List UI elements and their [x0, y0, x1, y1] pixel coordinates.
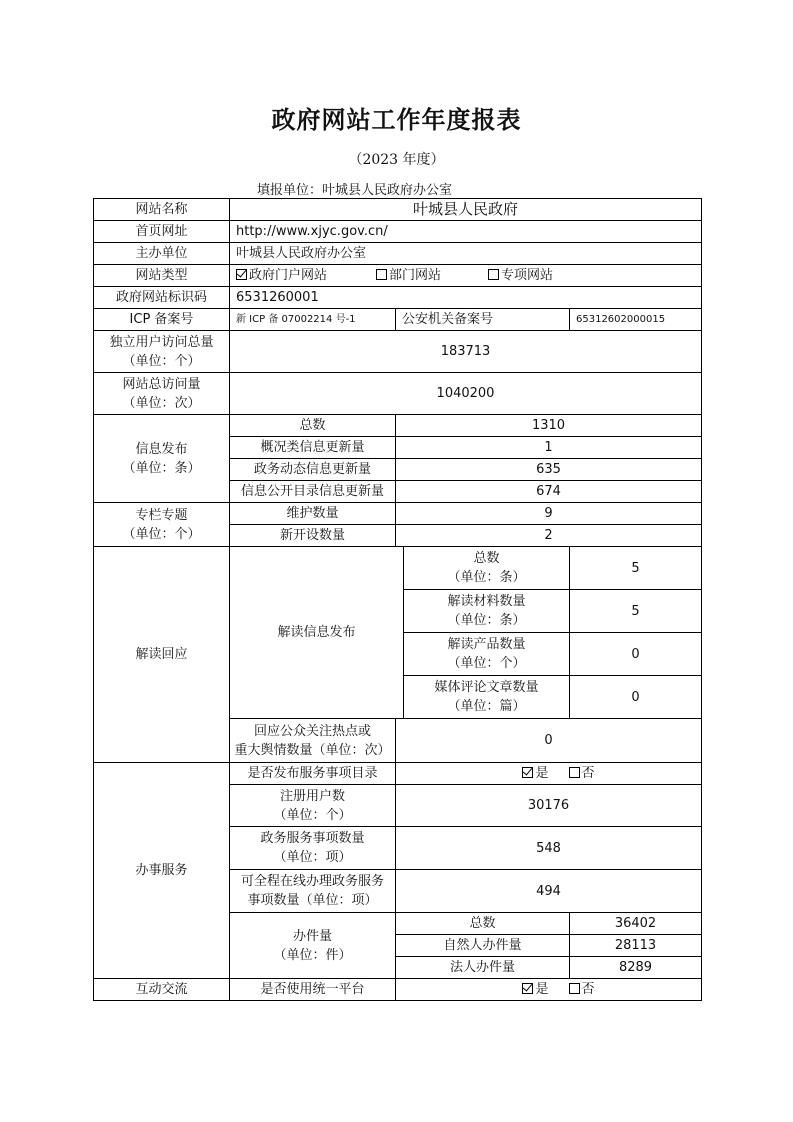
homepage-label: 首页网址: [94, 221, 230, 243]
row-site-id: [94, 287, 702, 309]
row-site-type: [94, 265, 702, 287]
handle-row-label: 法人办件量: [396, 957, 570, 979]
service-catalog-label: 是否发布服务事项目录: [230, 763, 396, 785]
icp-value: 新 ICP 备 07002214 号-1: [230, 309, 396, 331]
column-label: 专栏专题 （单位：个）: [94, 503, 230, 547]
pv-label: 网站总访问量 （单位：次）: [94, 373, 230, 415]
info-row-label: 信息公开目录信息更新量: [230, 481, 396, 503]
column-row-label: 新开设数量: [230, 525, 396, 547]
checkbox-empty-icon[interactable]: [569, 767, 580, 778]
service-items-value: 548: [396, 827, 702, 870]
info-row-label: 政务动态信息更新量: [230, 459, 396, 481]
row-icp: [94, 309, 702, 331]
uv-value: 183713: [230, 331, 702, 373]
row-service-catalog: [94, 763, 702, 785]
site-name-label: 网站名称: [94, 199, 230, 221]
interpret-response-label: 回应公众关注热点或 重大舆情数量（单位：次）: [230, 719, 396, 763]
homepage-value: http://www.xjyc.gov.cn/: [230, 221, 702, 243]
police-value: 65312602000015: [570, 309, 702, 331]
type-option-department[interactable]: 部门网站: [376, 266, 488, 285]
icp-label: ICP 备案号: [94, 309, 230, 331]
service-items-label: 政务服务事项数量 （单位：项）: [230, 827, 396, 870]
interpret-row-label: 媒体评论文章数量 （单位：篇）: [404, 676, 570, 719]
row-interpret-total: [94, 547, 702, 590]
row-homepage: [94, 221, 702, 243]
checkbox-empty-icon[interactable]: [488, 269, 499, 280]
sponsor-label: 主办单位: [94, 243, 230, 265]
handle-row-value: 28113: [570, 935, 702, 957]
column-row-value: 2: [396, 525, 702, 547]
handle-row-label: 自然人办件量: [396, 935, 570, 957]
handle-label: 办件量 （单位：件）: [230, 913, 396, 979]
service-registered-label: 注册用户数 （单位：个）: [230, 785, 396, 827]
info-row-value: 1310: [396, 415, 702, 437]
service-catalog-no[interactable]: 否: [569, 764, 595, 783]
row-interaction: [94, 979, 702, 1001]
row-sponsor: [94, 243, 702, 265]
info-row-label: 概况类信息更新量: [230, 437, 396, 459]
type-option-special[interactable]: 专项网站: [488, 266, 553, 285]
report-year: （2023 年度）: [348, 152, 445, 168]
interaction-platform-yes[interactable]: 是: [503, 980, 569, 999]
interpret-response-value: 0: [396, 719, 702, 763]
site-type-label: 网站类型: [94, 265, 230, 287]
interpret-row-value: 5: [570, 547, 702, 590]
service-label: 办事服务: [94, 763, 230, 979]
column-row-label: 维护数量: [230, 503, 396, 525]
interpret-row-label: 总数 （单位：条）: [404, 547, 570, 590]
checkbox-checked-icon[interactable]: [236, 269, 247, 280]
interpret-row-label: 解读材料数量 （单位：条）: [404, 590, 570, 633]
service-catalog-options: [396, 763, 702, 785]
checkbox-checked-icon[interactable]: [522, 983, 533, 994]
handle-row-label: 总数: [396, 913, 570, 935]
service-registered-value: 30176: [396, 785, 702, 827]
interpret-row-value: 0: [570, 676, 702, 719]
interaction-label: 互动交流: [94, 979, 230, 1001]
interpret-label: 解读回应: [94, 547, 230, 763]
site-id-value: 6531260001: [230, 287, 702, 309]
service-online-value: 494: [396, 870, 702, 913]
site-type-options: [230, 265, 702, 287]
info-label: 信息发布 （单位：条）: [94, 415, 230, 503]
sponsor-value: 叶城县人民政府办公室: [230, 243, 702, 265]
row-page-views: [94, 373, 702, 415]
interaction-platform-options: [396, 979, 702, 1001]
police-label: 公安机关备案号: [396, 309, 570, 331]
checkbox-checked-icon[interactable]: [522, 767, 533, 778]
pv-value: 1040200: [230, 373, 702, 415]
type-option-portal[interactable]: 政府门户网站: [236, 266, 376, 285]
service-online-label: 可全程在线办理政务服务 事项数量（单位：项）: [230, 870, 396, 913]
info-row-value: 1: [396, 437, 702, 459]
row-site-name: [94, 199, 702, 221]
row-unique-visitors: [94, 331, 702, 373]
site-id-label: 政府网站标识码: [94, 287, 230, 309]
info-row-label: 总数: [230, 415, 396, 437]
column-row-value: 9: [396, 503, 702, 525]
handle-row-value: 36402: [570, 913, 702, 935]
interpret-row-label: 解读产品数量 （单位：个）: [404, 633, 570, 676]
interpret-sub-label: 解读信息发布: [230, 547, 404, 719]
uv-label: 独立用户访问总量 （单位：个）: [94, 331, 230, 373]
report-table: [93, 198, 702, 1001]
handle-row-value: 8289: [570, 957, 702, 979]
row-info-total: [94, 415, 702, 437]
filler-unit: 填报单位：叶城县人民政府办公室: [257, 183, 453, 198]
info-row-value: 674: [396, 481, 702, 503]
info-row-value: 635: [396, 459, 702, 481]
checkbox-empty-icon[interactable]: [376, 269, 387, 280]
interaction-platform-label: 是否使用统一平台: [230, 979, 396, 1001]
site-name-value: 叶城县人民政府: [230, 199, 702, 221]
report-title: 政府网站工作年度报表: [271, 105, 522, 134]
interaction-platform-no[interactable]: 否: [569, 980, 595, 999]
interpret-row-value: 5: [570, 590, 702, 633]
checkbox-empty-icon[interactable]: [569, 983, 580, 994]
row-column-maintain: [94, 503, 702, 525]
service-catalog-yes[interactable]: 是: [503, 764, 569, 783]
interpret-row-value: 0: [570, 633, 702, 676]
